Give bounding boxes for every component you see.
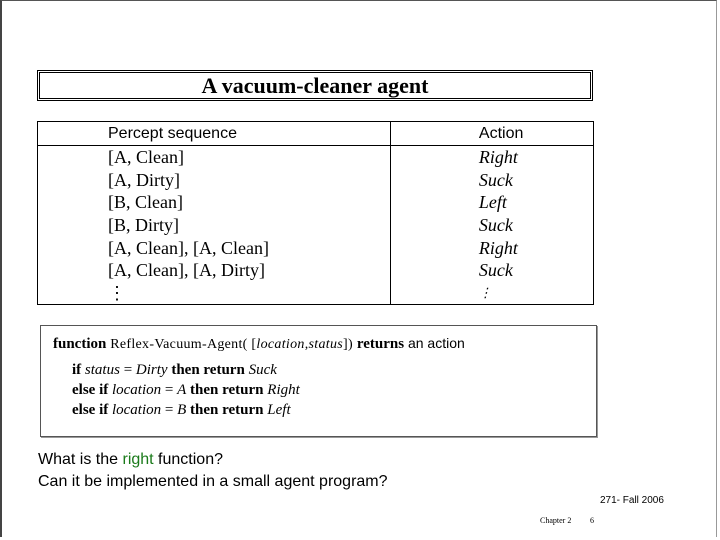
var-status: status [84,362,120,378]
value-a: A [177,382,187,398]
page-number: 6 [590,516,594,525]
percept-cell: [B, Dirty] [108,215,179,236]
args-close: ]) [343,337,353,352]
var-location: location [111,402,162,418]
args-open: ( [ [242,337,257,352]
keyword-else-if: else if [72,382,109,398]
percept-action-table [37,121,594,305]
action-cell: Suck [390,169,593,192]
question-1-pre: What is the [38,451,123,468]
keyword-returns: returns [356,336,405,352]
keyword-then-return: then return [190,402,264,418]
course-label: 271- Fall 2006 [600,495,664,506]
percept-cell: [A, Clean], [A, Dirty] [108,260,265,281]
action-left: Left [267,402,291,418]
var-location: location [111,382,162,398]
code-line-2 [72,382,300,399]
table-row [38,191,594,214]
table-row [38,236,594,259]
percept-cell: [B, Clean] [108,192,183,213]
value-b: B [177,402,187,418]
pseudocode-box [40,325,597,437]
percept-cell: [A, Clean], [A, Clean] [108,237,269,258]
keyword-if: if [72,362,82,378]
returns-text: an action [407,335,465,351]
slide-title: A vacuum-cleaner agent [201,73,429,98]
question-1-post: function? [153,451,223,468]
keyword-then-return: then return [190,382,264,398]
keyword-then-return: then return [171,362,245,378]
chapter-label: Chapter 2 [540,516,572,525]
action-cell: Suck [390,214,593,237]
code-line-3 [72,402,291,419]
title-box [37,70,593,101]
table-header-row [38,122,594,146]
header-action: Action [390,122,593,146]
percept-cell: [A, Dirty] [108,169,180,190]
action-cell: Suck [390,259,593,282]
question-1-highlight: right [122,451,154,468]
action-right: Right [267,382,300,398]
question-2: Can it be implemented in a small agent program? [38,473,388,490]
action-cell: Left [390,191,593,214]
value-dirty: Dirty [135,362,168,378]
keyword-function: function [53,336,107,352]
code-line-1 [72,362,277,379]
action-cell: Right [390,146,593,169]
equals: = [161,382,178,398]
table-row [38,146,594,169]
table-row [38,259,594,282]
table-row [38,214,594,237]
question-1 [38,451,223,469]
action-cell: Right [390,236,593,259]
keyword-else-if: else if [72,402,109,418]
equals: = [161,402,178,418]
arg-status: status [308,337,343,352]
action-suck: Suck [248,362,277,378]
function-name: Reflex-Vacuum-Agent [110,337,243,352]
table-row [38,282,594,305]
args-comma: , [304,337,309,352]
header-percept: Percept sequence [38,122,391,146]
action-cell-ellipsis: ⋮ [390,282,593,305]
percept-cell-ellipsis: ⋮ [108,282,126,303]
table-row [38,169,594,192]
function-signature [53,335,465,353]
arg-location: location [256,337,305,352]
equals: = [119,362,136,378]
percept-cell: [A, Clean] [108,147,184,168]
